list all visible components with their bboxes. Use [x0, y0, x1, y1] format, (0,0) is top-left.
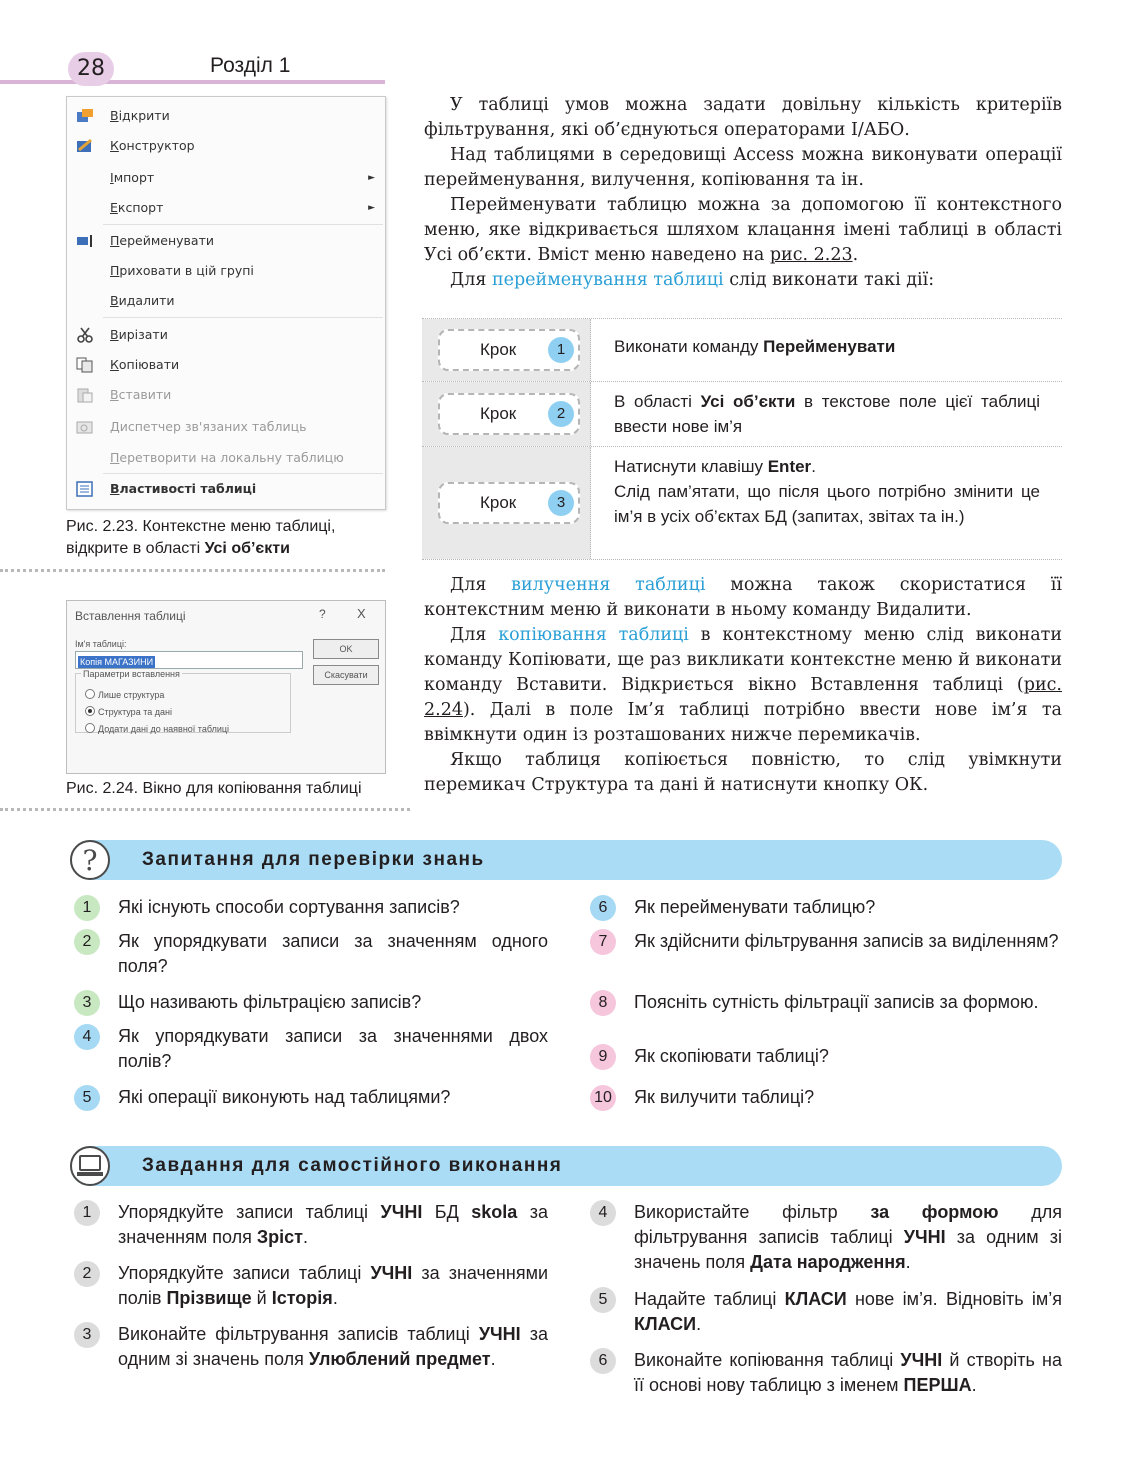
- menu-separator: [103, 224, 383, 225]
- context-menu: [66, 96, 386, 510]
- menu-item-open[interactable]: Відкрити: [67, 101, 385, 131]
- question-item: 8 Поясніть сутність фільтрації записів за формою.: [590, 990, 1062, 1042]
- task-item: 1 Упорядкуйте записи таблиці УЧНІ БД skola за значенням поля Зріст.: [74, 1200, 554, 1252]
- body-text: Для вилучення таблиці можна також скористатися її контекстним меню й виконати в ньому команду Видалити. Для копіювання таблиці в контекстному меню слід виконати команду Копіювати, ще раз викликати контекстне меню й виконати команду Вставити. Відкриється вікно Вставлення таблиці (рис. 2.24). Далі в поле Ім’я таблиці потрібно ввести нове ім’я та ввімкнути один із розташованих нижче перемикачів. Якщо таблиця копіюється повністю, то слід увімкнути перемикач Структура та дані й натиснути кнопку ОК.: [424, 575, 1062, 795]
- table-name-input[interactable]: Копія МАГАЗИНИ: [75, 651, 303, 669]
- svg-text:?: ?: [82, 844, 98, 877]
- step-row: Крок 2 В області Усі об’єкти в текстове поле цієї таблиці ввести нове ім’я: [422, 382, 1062, 447]
- dotted-divider: [0, 808, 410, 811]
- scissors-icon: [76, 327, 94, 343]
- menu-item-design[interactable]: Конструктор: [67, 131, 385, 161]
- insert-table-dialog: [66, 600, 386, 774]
- ok-button[interactable]: OK: [313, 639, 379, 659]
- figure-ref-2-24[interactable]: рис. 2.24: [424, 675, 1062, 720]
- question-item: 2 Як упорядкувати записи за значенням одного поля?: [74, 929, 554, 981]
- menu-item-paste[interactable]: Вставити: [67, 380, 385, 410]
- step-label: Крок 2: [438, 393, 580, 435]
- help-button[interactable]: ?: [319, 607, 326, 621]
- task-item: 5 Надайте таблиці КЛАСИ нове ім’я. Відновіть ім’я КЛАСИ.: [590, 1287, 1062, 1339]
- open-icon: [76, 108, 94, 124]
- questions-title: Запитання для перевірки знань: [142, 849, 485, 870]
- question-mark-icon: [70, 840, 110, 880]
- radio-append-data[interactable]: Додати дані до наявної таблиці: [85, 723, 229, 734]
- menu-item-cut[interactable]: Вирізати: [67, 320, 385, 350]
- close-button[interactable]: X: [357, 606, 366, 621]
- page-number: 28: [68, 52, 114, 86]
- figure-caption-2-23: Рис. 2.23. Контекстне меню таблиці, відкрите в області Усі об’єкти: [66, 518, 336, 557]
- menu-item-delete[interactable]: Видалити: [110, 293, 175, 308]
- question-item: 4 Як упорядкувати записи за значеннями двох полів?: [74, 1024, 554, 1076]
- tasks-title: Завдання для самостійного виконання: [142, 1155, 563, 1176]
- submenu-arrow-icon: ►: [368, 203, 375, 213]
- properties-icon: [76, 481, 94, 497]
- question-item: 7 Як здійснити фільтрування записів за виділенням?: [590, 929, 1062, 981]
- questions-header: [70, 840, 1062, 880]
- menu-item-hide[interactable]: Приховати в цій групі: [110, 263, 254, 278]
- radio-structure-only[interactable]: Лише структура: [85, 689, 164, 700]
- copy-icon: [76, 357, 94, 373]
- cancel-button[interactable]: Скасувати: [313, 665, 379, 685]
- submenu-arrow-icon: ►: [368, 173, 375, 183]
- computer-icon: [70, 1146, 110, 1186]
- intro-text: У таблиці умов можна задати довільну кількість критеріїв фільтрування, які об’єднуються операторами І/АБО. Над таблицями в середовищі Access можна виконувати операції перейменування, вилучення, копіювання та ін. Перейменувати таблицю можна за допомогою її контекстного меню, яке відкривається шляхом клацання імені таблиці в області Усі об’єкти. Вміст меню наведено на рис. 2.23. Для перейменування таблиці слід виконати такі дії:: [424, 95, 1062, 290]
- step-label: Крок 3: [438, 482, 580, 524]
- header-rule: [0, 80, 385, 84]
- menu-item-linked-table-manager[interactable]: Диспетчер зв'язаних таблиць: [67, 412, 385, 442]
- menu-item-copy[interactable]: Копіювати: [67, 350, 385, 380]
- step-number: 3: [548, 490, 574, 516]
- menu-item-import[interactable]: Імпорт ►: [67, 163, 385, 193]
- menu-separator: [103, 317, 383, 318]
- menu-item-properties[interactable]: Властивості таблиці: [67, 474, 385, 504]
- table-name-label: Ім'я таблиці:: [75, 639, 127, 649]
- menu-item-convert-local[interactable]: Перетворити на локальну таблицю: [110, 450, 344, 465]
- tasks-header: [70, 1146, 1062, 1186]
- step-row: Крок 1 Виконати команду Перейменувати: [422, 318, 1062, 382]
- menu-item-export[interactable]: Експорт ►: [67, 193, 385, 223]
- figure-ref-2-23[interactable]: рис. 2.23: [769, 245, 853, 265]
- dialog-title: Вставлення таблиці: [75, 609, 186, 623]
- figure-caption-2-24: Рис. 2.24. Вікно для копіювання таблиці: [66, 780, 362, 797]
- steps-table: [422, 318, 1062, 560]
- radio-structure-and-data[interactable]: Структура та дані: [85, 706, 172, 717]
- step-number: 1: [548, 337, 574, 363]
- task-item: 6 Виконайте копіювання таблиці УЧНІ й створіть на її основі нову таблицю з іменем ПЕРША.: [590, 1348, 1062, 1400]
- menu-item-rename[interactable]: Перейменувати: [67, 226, 385, 256]
- linked-table-manager-icon: [76, 419, 94, 435]
- section-title: Розділ 1: [210, 54, 291, 77]
- step-row: Крок 3 Натиснути клавішу Enter. Слід пам’ятати, що після цього потрібно змінити це ім’я в усіх об’єктах БД (запитах, звітах та ін.): [422, 447, 1062, 560]
- dotted-divider: [0, 569, 385, 572]
- paste-icon: [76, 387, 94, 403]
- task-item: 2 Упорядкуйте записи таблиці УЧНІ за значеннями полів Прізвище й Історія.: [74, 1261, 554, 1313]
- step-number: 2: [548, 401, 574, 427]
- rename-icon: [76, 233, 94, 249]
- task-item: 3 Виконайте фільтрування записів таблиці УЧНІ за одним зі значень поля Улюблений предмет.: [74, 1322, 554, 1398]
- task-item: 4 Використайте фільтр за формою для фільтрування записів таблиці УЧНІ за одним зі значень поля Дата народження.: [590, 1200, 1062, 1276]
- step-label: Крок 1: [438, 329, 580, 371]
- design-icon: [76, 138, 94, 154]
- paste-options-label: Параметри вставлення: [83, 669, 180, 679]
